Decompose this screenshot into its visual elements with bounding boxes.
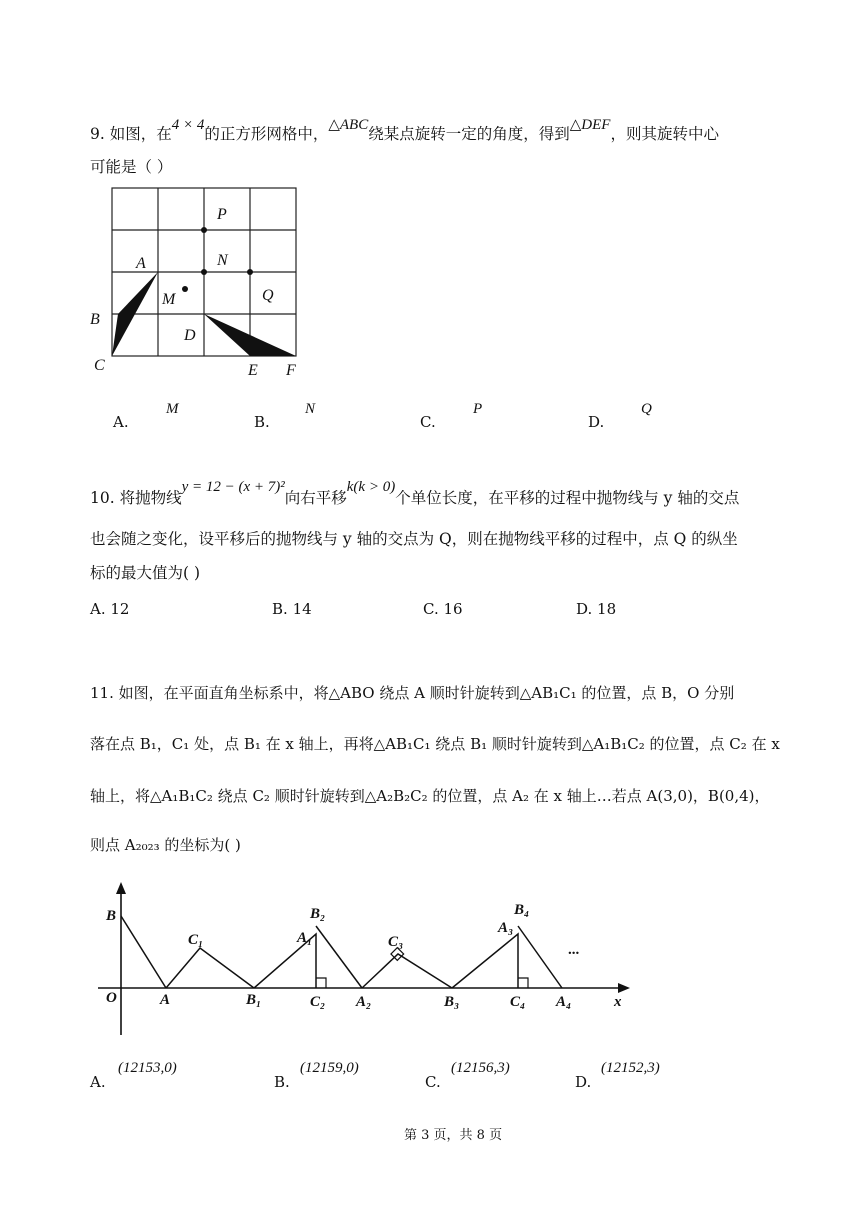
q9-label-b: B [90,311,100,328]
q9-stem-line1 [90,117,719,145]
q9-grid-size: 4 × 4 [171,117,205,133]
q9-text-1: 的正方形网格中， [204,125,329,143]
q9-label-n: N [217,252,228,269]
q11-label-c2: C₂ [310,994,326,1010]
q10-text-2: 个单位长度，在平移的过程中抛物线与 y 轴的交点 [395,489,740,507]
q11-figure [90,870,640,1045]
q9-point-m [182,286,188,292]
q11-stem-line1: 11. 如图，在平面直角坐标系中，将△ABO 绕点 A 顺时针旋转到△AB₁C₁ 的位置，点 B，O 分别 [90,684,735,702]
q9-point-p [201,227,207,233]
q10-number: 10. 将抛物线 [90,489,182,507]
q10-option-d-value: 18 [597,600,617,618]
q11-label-a4: A₄ [556,994,572,1010]
q10-option-d [576,600,616,618]
q11-label-a2: A₂ [356,994,372,1010]
q11-label-b1: B₁ [246,992,262,1008]
q11-option-b-letter: B. [274,1073,290,1091]
q9-label-q: Q [262,287,274,304]
q11-label-c4: C₄ [510,994,526,1010]
q10-stem-line1 [90,479,740,509]
q10-option-b-value: 14 [292,600,312,618]
q11-label-b2: B₂ [310,906,326,922]
q9-label-m: M [162,291,176,308]
q9-label-p: P [217,206,227,223]
q9-text-2: 绕某点旋转一定的角度，得到 [368,125,570,143]
q11-label-b3: B₃ [444,994,460,1010]
q10-option-c [423,600,463,618]
q9-option-d-letter: D. [588,413,605,431]
q9-option-b-value: N [305,401,316,417]
q9-label-a: A [136,255,146,272]
q10-formula: y = 12 − (x + 7)² [181,479,285,495]
q11-label-a: A [160,992,171,1008]
q9-option-c-value: P [473,401,483,417]
page-footer: 第 3 页，共 8 页 [404,1128,503,1143]
q11-label-b: B [106,908,117,924]
q9-text-3: ，则其旋转中心 [610,125,719,143]
q11-label-o: O [106,990,117,1006]
q11-x-axis-arrow [618,983,630,993]
q11-label-b4: B₄ [514,902,530,918]
q9-point-n [201,269,207,275]
q10-option-c-letter: C. [423,600,439,618]
q9-triangle-abc: △ABC [328,117,369,133]
q9-point-q-dot [247,269,253,275]
q9-triangle-def: △DEF [569,117,611,133]
q11-option-a-letter: A. [90,1073,106,1091]
q11-option-c-letter: C. [425,1073,441,1091]
q10-option-b-letter: B. [272,600,288,618]
q9-grid-figure [80,180,320,380]
q11-label-a1: A₁ [297,930,313,946]
q9-label-d: D [184,327,196,344]
q11-label-c3: C₃ [388,934,404,950]
q11-option-c-value: (12156,3) [451,1060,510,1076]
q11-label-a3: A₃ [498,920,514,936]
q9-option-b-letter: B. [254,413,270,431]
q11-stem-line2: 落在点 B₁，C₁ 处，点 B₁ 在 x 轴上，再将△AB₁C₁ 绕点 B₁ 顺时针旋转到△A₁B₁C₂ 的位置，点 C₂ 在 x [90,735,780,753]
q10-option-d-letter: D. [576,600,593,618]
q11-label-c1: C₁ [188,932,204,948]
q11-triangle-chain [121,916,562,988]
q9-number: 9. 如图，在 [90,125,172,143]
q10-option-a-letter: A. [90,600,106,618]
q9-label-f: F [286,362,296,379]
q9-label-c: C [94,357,105,374]
q10-option-a [90,600,129,618]
q9-option-a-value: M [166,401,179,417]
q11-stem-line4: 则点 A₂₀₂₃ 的坐标为( ) [90,836,241,854]
q9-option-a-letter: A. [113,413,129,431]
q11-option-b-value: (12159,0) [300,1060,359,1076]
q10-option-a-value: 12 [110,600,130,618]
q11-option-a-value: (12153,0) [118,1060,177,1076]
q11-stem-line3: 轴上，将△A₁B₁C₂ 绕点 C₂ 顺时针旋转到△A₂B₂C₂ 的位置，点 A₂ 在 x 轴上…若点 A(3,0)，B(0,4)， [90,787,770,805]
q9-stem-line2: 可能是（ ） [90,158,173,176]
q10-option-c-value: 16 [443,600,463,618]
q11-y-axis-arrow [116,882,126,894]
q10-option-b [272,600,312,618]
q11-option-d-letter: D. [575,1073,592,1091]
q9-option-d-value: Q [641,401,652,417]
q11-ellipsis: ... [568,942,580,958]
q11-option-d-value: (12152,3) [601,1060,660,1076]
q10-stem-line3: 标的最大值为( ) [90,564,201,582]
q9-label-e: E [248,362,258,379]
q10-shift: k(k > 0) [346,479,396,495]
q10-text-1: 向右平移 [284,489,347,507]
q10-stem-line2: 也会随之变化，设平移后的抛物线与 y 轴的交点为 Q，则在抛物线平移的过程中，点 Q 的纵坐 [90,530,738,548]
q11-label-x: x [614,994,622,1010]
q9-option-c-letter: C. [420,413,436,431]
